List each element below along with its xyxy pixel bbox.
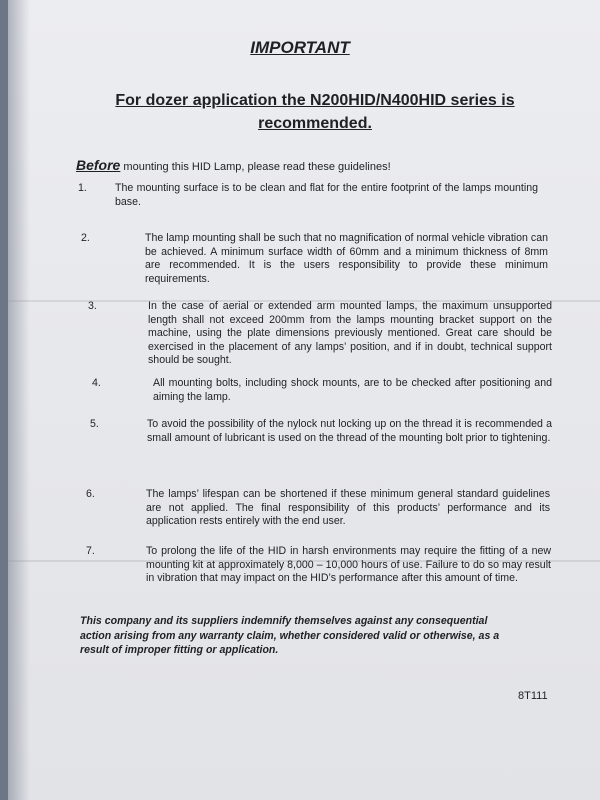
document-page bbox=[8, 0, 600, 800]
item-text: To prolong the life of the HID in harsh environments may require the fitting of a new mounting kit at approximately 8,000 – 10,000 hours of use. Failure to do so may result in vibration that may impact on the HID’s performance after this amount of time. bbox=[146, 545, 551, 584]
document-code: 8T111 bbox=[518, 690, 548, 702]
intro-text: mounting this HID Lamp, please read these guidelines! bbox=[120, 161, 391, 173]
guideline-item bbox=[90, 418, 570, 460]
item-number: 4. bbox=[92, 377, 101, 389]
item-number: 1. bbox=[78, 182, 87, 194]
item-number: 2. bbox=[81, 232, 90, 244]
guideline-item bbox=[88, 300, 568, 370]
item-number: 5. bbox=[90, 418, 99, 430]
guideline-item bbox=[86, 488, 566, 530]
intro-line bbox=[76, 157, 576, 173]
guideline-item bbox=[78, 182, 558, 212]
item-text: All mounting bolts, including shock mounts, are to be checked after positioning and aiming the lamp. bbox=[153, 377, 552, 403]
intro-lead: Before bbox=[76, 157, 121, 173]
page-edge-shadow bbox=[8, 0, 30, 800]
guideline-item bbox=[86, 545, 566, 601]
item-number: 3. bbox=[88, 300, 97, 312]
page-subtitle: For dozer application the N200HID/N400HID series is recommended. bbox=[115, 92, 515, 132]
item-text: In the case of aerial or extended arm mounted lamps, the maximum unsupported length shall not exceed 200mm from the lamps mounting bracket support on the machine, using the plate dimensions previously mentioned. Great care should be exercised in the placement of any lamps’ position, and if in doubt, technical support should be sought. bbox=[148, 300, 552, 366]
item-number: 7. bbox=[86, 545, 95, 557]
item-number: 6. bbox=[86, 488, 95, 500]
guideline-item bbox=[81, 232, 561, 288]
item-text: The lamps’ lifespan can be shortened if these minimum general standard guidelines are not applied. The final responsibility of this products’ performance and its application rests entirely with the end user. bbox=[146, 488, 550, 527]
item-text: The mounting surface is to be clean and flat for the entire footprint of the lamps mounting base. bbox=[115, 182, 538, 208]
item-text: To avoid the possibility of the nylock nut locking up on the thread it is recommended a small amount of lubricant is used on the thread of the mounting bolt prior to tightening. bbox=[147, 418, 552, 444]
item-text: The lamp mounting shall be such that no magnification of normal vehicle vibration can be achieved. A minimum surface width of 60mm and a minimum thickness of 8mm are recommended. It is the users responsibility to provide these minimum requirements. bbox=[145, 232, 548, 285]
guideline-item bbox=[92, 377, 572, 407]
page-title: IMPORTANT bbox=[250, 38, 350, 57]
disclaimer-text: This company and its suppliers indemnify themselves against any consequential action arising from any warranty claim, whether considered valid or otherwise, as a result of improper fitting or application. bbox=[80, 615, 500, 656]
